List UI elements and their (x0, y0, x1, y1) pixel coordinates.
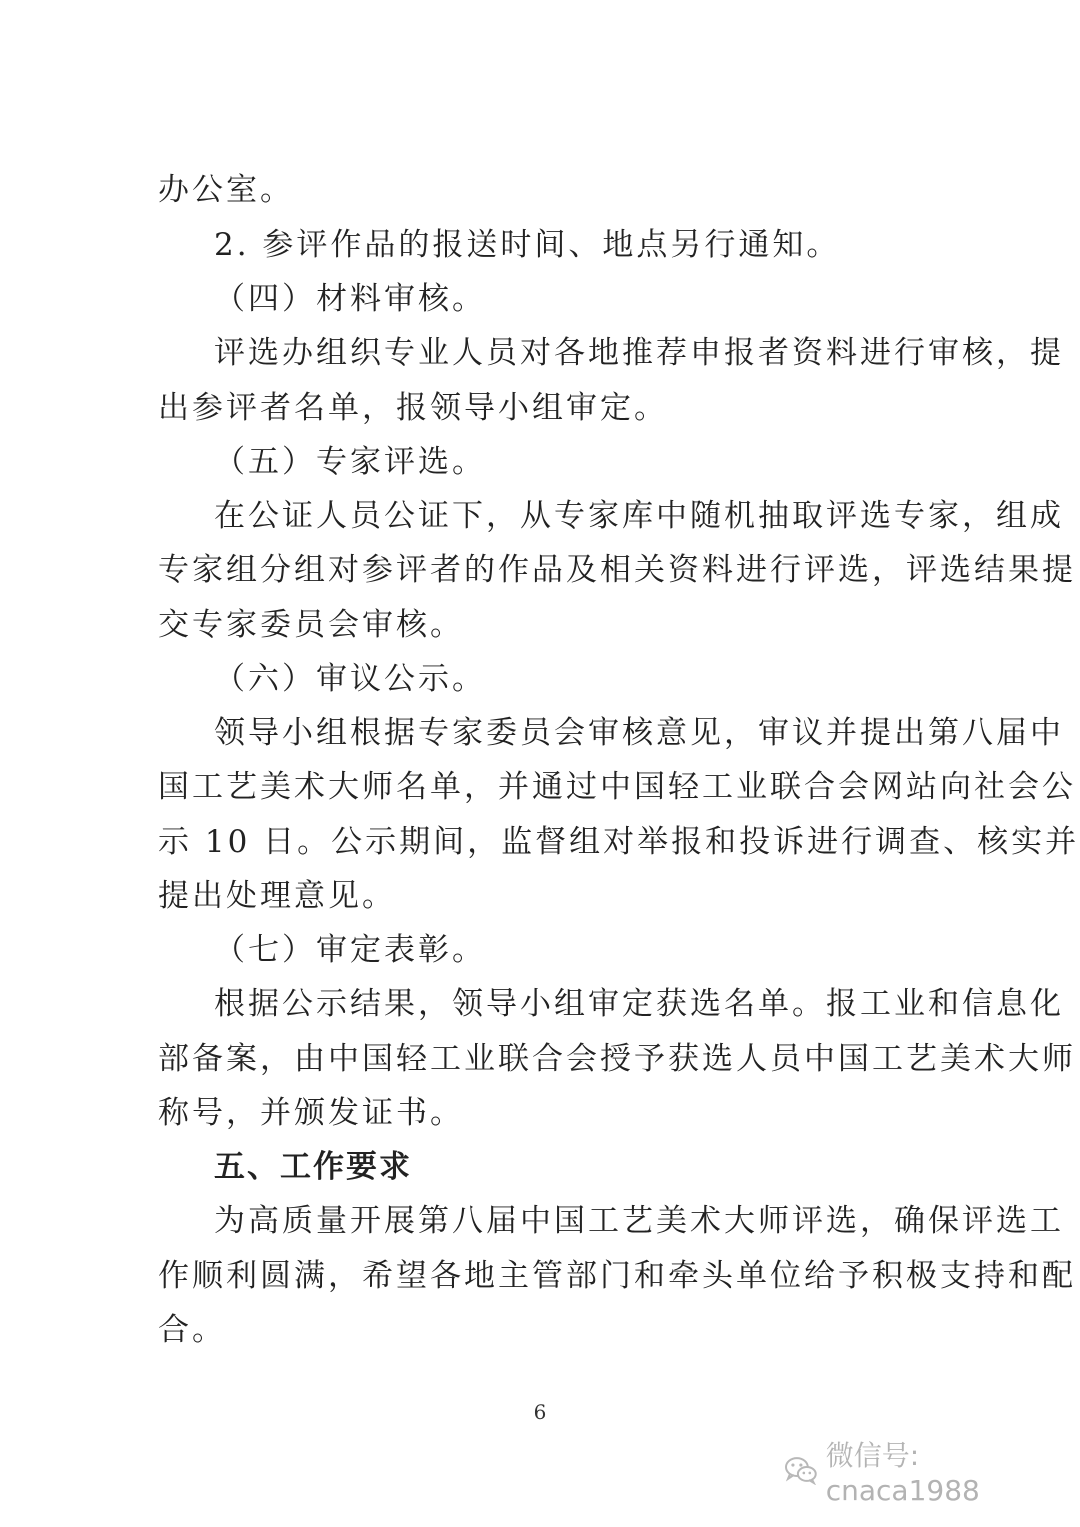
section-heading: 五、工作要求 (214, 1149, 412, 1185)
paragraph-line: 2. 参评作品的报送时间、地点另行通知。 (214, 227, 841, 263)
paragraph-line: 提出处理意见。 (158, 878, 396, 914)
paragraph-line: 领导小组根据专家委员会审核意见，审议并提出第八届中 (214, 715, 1064, 751)
paragraph-line: 根据公示结果，领导小组审定获选名单。报工业和信息化 (214, 986, 1064, 1022)
paragraph-line: 作顺利圆满，希望各地主管部门和牵头单位给予积极支持和配 (158, 1258, 1076, 1294)
paragraph-line: 为高质量开展第八届中国工艺美术大师评选，确保评选工 (214, 1203, 1064, 1239)
section-subheading: （六）审议公示。 (214, 661, 486, 697)
paragraph-line: 评选办组织专业人员对各地推荐申报者资料进行审核，提 (214, 335, 1064, 371)
paragraph-line: 合。 (158, 1312, 226, 1348)
paragraph-line: 示 10 日。公示期间，监督组对举报和投诉进行调查、核实并 (158, 824, 1080, 860)
section-subheading: （四）材料审核。 (214, 281, 486, 317)
paragraph-line: 出参评者名单，报领导小组审定。 (158, 390, 668, 426)
section-subheading: （五）专家评选。 (214, 444, 486, 480)
wechat-icon (784, 1455, 818, 1485)
section-subheading: （七）审定表彰。 (214, 932, 486, 968)
paragraph-line: 国工艺美术大师名单，并通过中国轻工业联合会网站向社会公 (158, 769, 1076, 805)
paragraph-line: 专家组分组对参评者的作品及相关资料进行评选，评选结果提 (158, 552, 1076, 588)
page-number: 6 (533, 1400, 547, 1424)
paragraph-line: 交专家委员会审核。 (158, 607, 464, 643)
watermark-text: 微信号: cnaca1988 (825, 1438, 980, 1507)
paragraph-line: 办公室。 (158, 172, 294, 208)
paragraph-line: 部备案，由中国轻工业联合会授予获选人员中国工艺美术大师 (158, 1041, 1076, 1077)
paragraph-line: 在公证人员公证下，从专家库中随机抽取评选专家，组成 (214, 498, 1064, 534)
wechat-watermark (784, 1438, 1080, 1507)
paragraph-line: 称号，并颁发证书。 (158, 1095, 464, 1131)
